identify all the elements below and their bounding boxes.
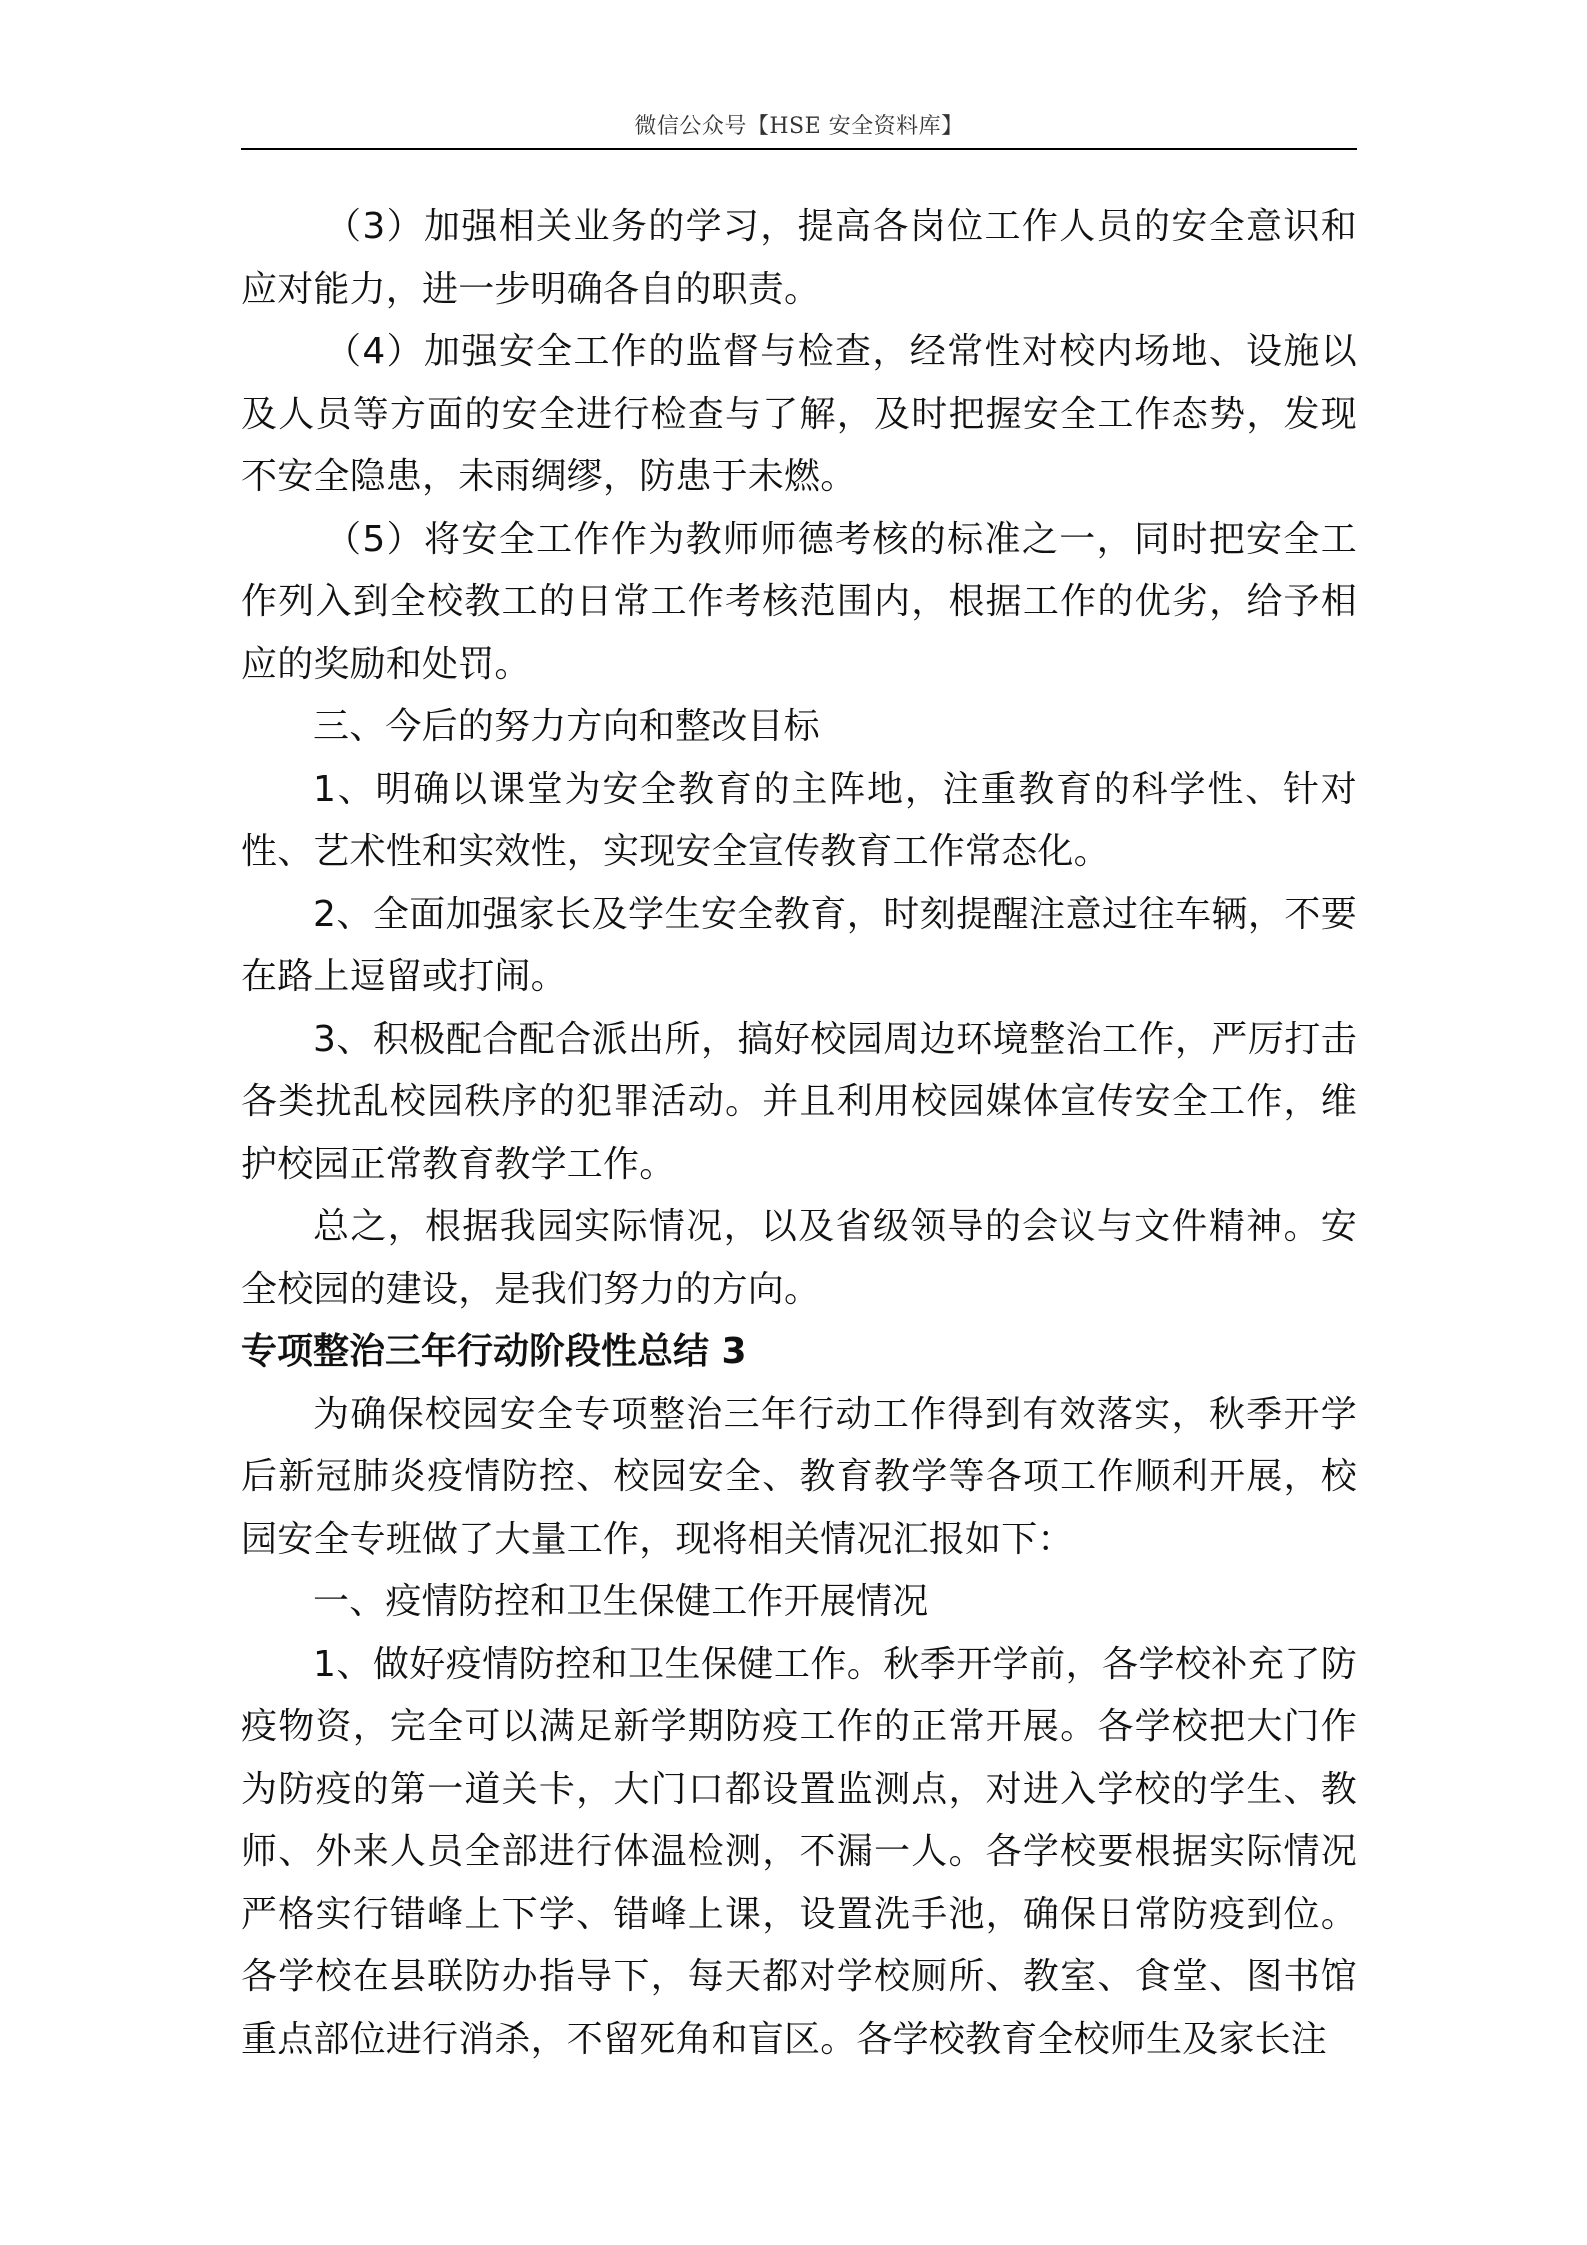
- section-heading: 一、疫情防控和卫生保健工作开展情况: [313, 1581, 929, 1622]
- page-header: 微信公众号【HSE 安全资料库】: [634, 114, 964, 139]
- paragraph: 为确保校园安全专项整治三年行动工作得到有效落实，秋季开学后新冠肺炎疫情防控、校园安全、教育教学等各项工作顺利开展，校园安全专班做了大量工作，现将相关情况汇报如下：: [241, 1393, 1357, 1560]
- document-heading: 专项整治三年行动阶段性总结 3: [241, 1331, 747, 1372]
- paragraph: （4）加强安全工作的监督与检查，经常性对校内场地、设施以及人员等方面的安全进行检查与了解，及时把握安全工作态势，发现不安全隐患，未雨绸缪，防患于未燃。: [241, 331, 1357, 497]
- header-divider: [241, 148, 1357, 150]
- paragraph: 总之，根据我园实际情况，以及省级领导的会议与文件精神。安全校园的建设，是我们努力的方向。: [241, 1206, 1357, 1310]
- paragraph: （5）将安全工作作为教师师德考核的标准之一，同时把安全工作列入到全校教工的日常工作考核范围内，根据工作的优劣，给予相应的奖励和处罚。: [241, 518, 1357, 685]
- paragraph: （3）加强相关业务的学习，提高各岗位工作人员的安全意识和应对能力，进一步明确各自的职责。: [241, 206, 1357, 310]
- paragraph: 1、明确以课堂为安全教育的主阵地，注重教育的科学性、针对性、艺术性和实效性，实现安全宣传教育工作常态化。: [241, 768, 1357, 872]
- section-heading: 三、今后的努力方向和整改目标: [313, 706, 820, 747]
- paragraph: 3、积极配合配合派出所，搞好校园周边环境整治工作，严厉打击各类扰乱校园秩序的犯罪活动。并且利用校园媒体宣传安全工作，维护校园正常教育教学工作。: [241, 1018, 1357, 1185]
- paragraph: 1、做好疫情防控和卫生保健工作。秋季开学前，各学校补充了防疫物资，完全可以满足新学期防疫工作的正常开展。各学校把大门作为防疫的第一道关卡，大门口都设置监测点，对进入学校的学生、教师、外来人员全部进行体温检测，不漏一人。各学校要根据实际情况严格实行错峰上下学、错峰上课，设置洗手池，确保日常防疫到位。各学校在县联防办指导下，每天都对学校厕所、教室、食堂、图书馆重点部位进行消杀，不留死角和盲区。各学校教育全校师生及家长注: [241, 1643, 1357, 2060]
- document-body: [241, 196, 1357, 2071]
- paragraph: 2、全面加强家长及学生安全教育，时刻提醒注意过往车辆，不要在路上逗留或打闹。: [241, 893, 1357, 997]
